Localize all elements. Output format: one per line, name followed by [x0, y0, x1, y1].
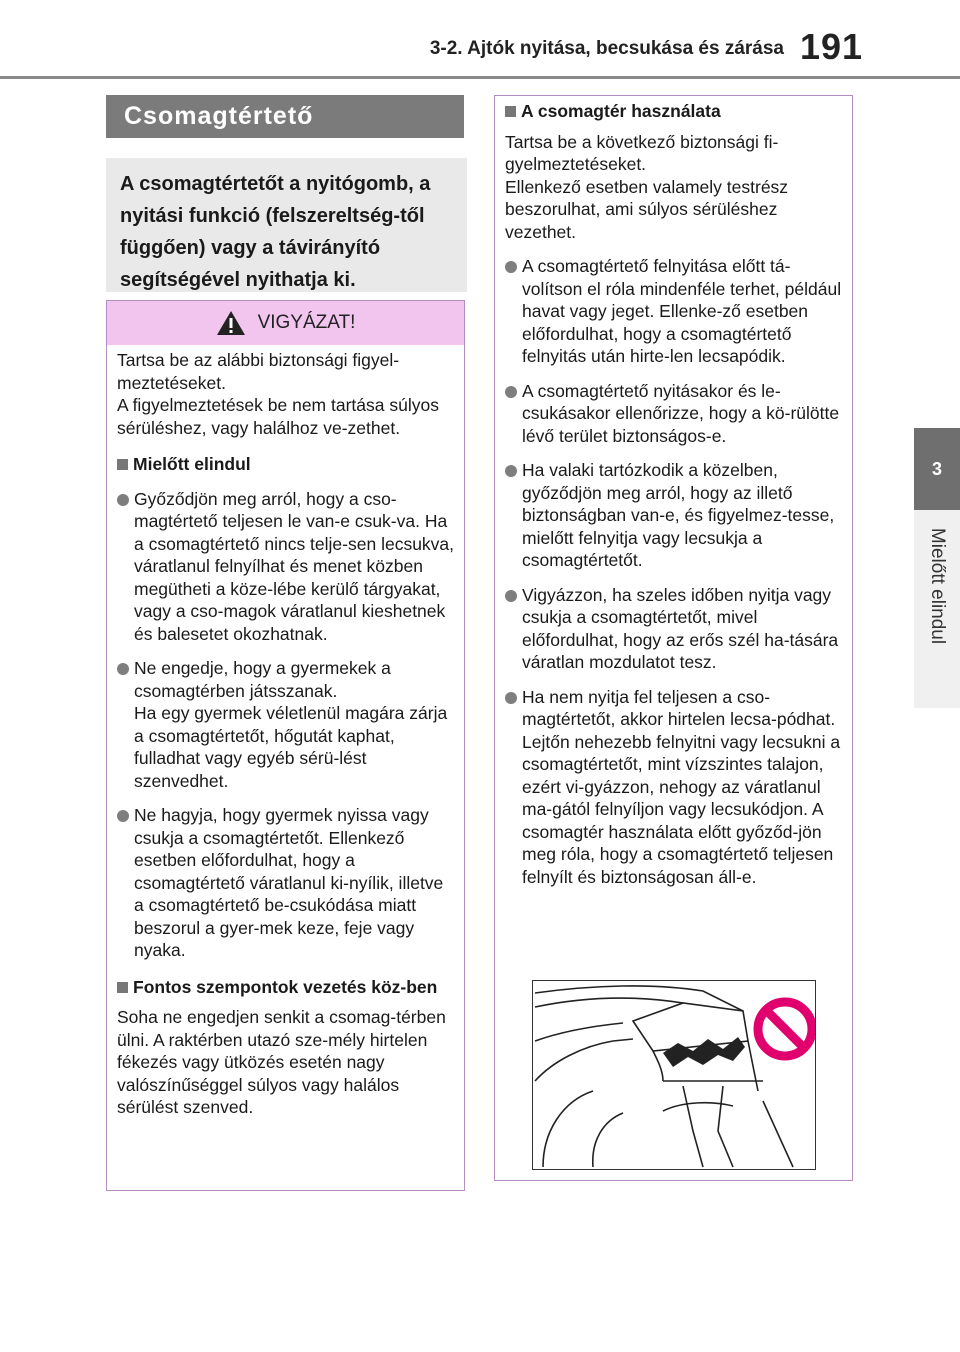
chapter-title: 3-2. Ajtók nyitása, becsukása és zárása	[429, 38, 784, 59]
trunk-illustration	[532, 980, 816, 1170]
prohibited-icon	[758, 1002, 812, 1056]
list-item: A csomagtértető felnyitása előtt tá-volítson el róla mindenféle terhet, például havat vagy jeget. Ellenke-ző esetben előfordulhat, hogy a csomagtértető felnyitás után hirte-len lecsapódik.	[505, 255, 844, 368]
round-bullet-icon	[117, 810, 129, 822]
warning-subheading-2: Fontos szempontok vezetés köz-ben	[117, 976, 456, 999]
list-item: A csomagtértető nyitásakor és le-csukásakor ellenőrizze, hogy a kö-rülötte lévő terület biztonságos-e.	[505, 380, 844, 448]
square-bullet-icon	[117, 459, 128, 470]
caution-subheading: A csomagtér használata	[505, 100, 844, 123]
list-item: Vigyázzon, ha szeles időben nyitja vagy csukja a csomagtértetőt, mivel előfordulhat, hogy az erős szél ha-tására váratlan mozdulatot tesz.	[505, 584, 844, 674]
list-item: Győződjön meg arról, hogy a cso-magtértető teljesen le van-e csuk-va. Ha a csomagtértető nincs telje-sen lecsukva, váratlanul felnyílhat és menet közben megütheti a köze-lébe kerülő tárgyakat, vagy a cso-magok váratlanul kieshetnek és balesetet okozhatnak.	[117, 488, 456, 646]
round-bullet-icon	[505, 590, 517, 602]
chapter-tab	[914, 428, 960, 510]
car-trunk-drawing	[533, 981, 815, 1169]
round-bullet-icon	[117, 663, 129, 675]
warning-subheading-1: Mielőtt elindul	[117, 453, 456, 476]
warning-sub2-text: Soha ne engedjen senkit a csomag-térben ülni. A raktérben utazó sze-mély hirtelen fékezés vagy ütközés esetén nagy valószínűséggel súlyos vagy halálos sérülést szenved.	[117, 1007, 446, 1117]
section-intro: A csomagtértetőt a nyitógomb, a nyitási funkció (felszereltség-től függően) vagy a távirányító segítségével nyithatja ki.	[106, 158, 467, 292]
warning-heading: VIGYÁZAT!	[257, 312, 356, 333]
round-bullet-icon	[505, 692, 517, 704]
round-bullet-icon	[505, 465, 517, 477]
warning-box	[106, 300, 465, 1191]
round-bullet-icon	[505, 386, 517, 398]
chapter-number: 3	[931, 458, 942, 479]
list-item: Ne engedje, hogy a gyermekek a csomagtérben játsszanak. Ha egy gyermek véletlenül magára zárja a csomagtértetőt, hőgutát kaphat, fulladhat vagy egyéb sérü-lést szenvedhet.	[117, 657, 456, 792]
chapter-tab-label: Mielőtt elindul	[927, 527, 948, 645]
round-bullet-icon	[505, 261, 517, 273]
list-item: Ha valaki tartózkodik a közelben, győződjön meg arról, hogy az illető biztonságban van-e, és figyelmez-tesse, mielőtt felnyitja vagy lecsukja a csomagtértetőt.	[505, 459, 844, 572]
square-bullet-icon	[505, 106, 516, 117]
caution-intro: Tartsa be a következő biztonsági fi-gyelmeztetéseket. Ellenkező esetben valamely testrész beszorulhat, ami súlyos sérüléshez vezethet.	[505, 131, 789, 242]
warning-triangle-icon	[216, 310, 246, 336]
section-title: Csomagtértető	[106, 95, 464, 138]
warning-intro: Tartsa be az alábbi biztonsági figyel-meztetéseket. A figyelmeztetések be nem tartása súlyos sérüléshez, vagy halálhoz ve-zethet.	[117, 350, 439, 438]
list-item: Ha nem nyitja fel teljesen a cso-magtértetőt, akkor hirtelen lecsa-pódhat. Lejtőn nehezebb felnyitni vagy lecsukni a csomagtértetőt, mint vízszintes talajon, ezért vi-gyázzon, nehogy az váratlanul ma-gától felnyíljon vagy lecsukódjon. A csomagtér használata előtt győződ-jön meg róla, hogy a csomagtértető teljesen felnyílt és biztonságosan áll-e.	[505, 686, 844, 889]
page-number: 191	[800, 26, 864, 67]
header-divider	[0, 76, 960, 79]
warning-header	[107, 301, 464, 345]
square-bullet-icon	[117, 982, 128, 993]
round-bullet-icon	[117, 494, 129, 506]
list-item: Ne hagyja, hogy gyermek nyissa vagy csukja a csomagtértetőt. Ellenkező esetben előfordulhat, hogy a csomagtértető váratlanul ki-nyílik, illetve a csomagtértető be-csukódása miatt beszorul a gyer-mek keze, feje vagy nyaka.	[117, 804, 456, 962]
